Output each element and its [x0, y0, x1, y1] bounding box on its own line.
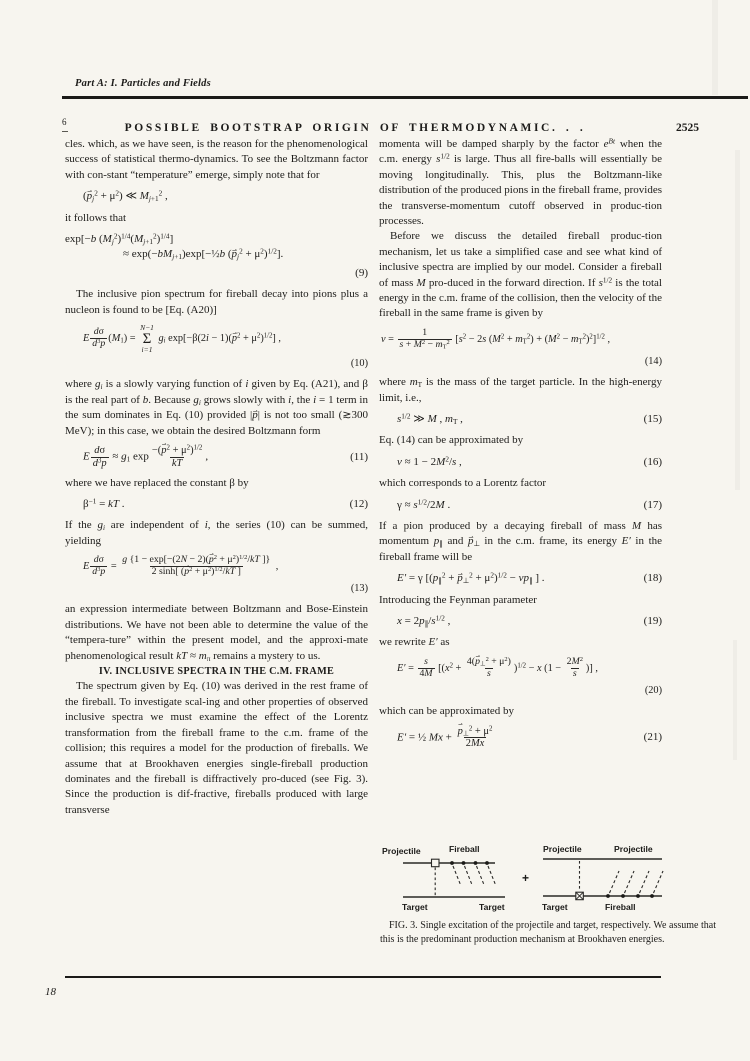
- equation-number: (9): [355, 266, 368, 279]
- scan-streak: [733, 640, 737, 760]
- paragraph: which corresponds to a Lorentz factor: [379, 477, 547, 490]
- fig-plus-sign: +: [522, 871, 530, 885]
- fig-label-target: Target: [402, 902, 428, 912]
- footer-rule: [65, 976, 661, 978]
- paragraph: it follows that: [65, 211, 127, 224]
- equation-20: E′ = $\frac{s}{4M}$ [($x^2$ + $\frac{4(p ⇀_\perp^2 + \mu^2)}{s}$ )$^{1/2}$ − x (1 − $\frac{2M^2}{s}$ )] , (20): [379, 657, 662, 698]
- paragraph: where we have replaced the constant β by: [65, 476, 249, 489]
- equation-13: E $\frac{d\sigma}{d^3p}$ = $\frac{g \{1 - \exp[-(2N - 2)(p ⇀^2 + \mu^2)^{1/2}/kT ]\}}{2 \sinh[ (p ⇀^2 + \mu^2)^{1/2}/kT ]}$ , (13): [65, 555, 368, 596]
- header-rule: [62, 96, 748, 99]
- fig-label-projectile: Projectile: [382, 846, 421, 856]
- fig-left-diagram: [403, 859, 505, 897]
- equation-number: (19): [643, 615, 662, 628]
- figure-3-diagram: [376, 841, 716, 915]
- paragraph: where $g_i$ is a slowly varying function of i given by Eq. (A21), and β is the real part of b. Because $g_i$ grows slowly with i, the i = 1 term in the sum dominates in Eq. (10) provided |p ⇀| is not too small (≳300 MeV); in this case, we obtain the desired Boltzmann form: [65, 377, 368, 439]
- running-title: POSSIBLE BOOTSTRAP ORIGIN OF THERMODYNAMIC. . .: [124, 122, 586, 134]
- paragraph: an expression intermediate between Boltzmann and Bose-Einstein distributions. We have not been able to determine the value of the “tempera-ture” within the present model, and the approxi-mate phenomenological result kT ≈ $m_\pi$ remains a mystery to us.: [65, 603, 368, 663]
- scan-streak: [712, 0, 718, 95]
- equation-11: E $\frac{d\sigma}{d^3p}$ ≈ $g_1$ exp $\frac{-(p ⇀^2 + \mu^2)^{1/2}}{kT}$ , (11): [65, 445, 368, 469]
- equation-number: (18): [643, 572, 662, 585]
- paragraph: where $m_T$ is the mass of the target particle. In the high-energy limit, i.e.,: [379, 376, 663, 404]
- scan-streak: [735, 150, 740, 490]
- right-column: [379, 137, 662, 756]
- paragraph: Eq. (14) can be approximated by: [379, 434, 524, 447]
- page-number: 2525: [676, 122, 699, 134]
- paragraph: we rewrite E′ as: [379, 636, 450, 649]
- journal-section-label: Part A: I. Particles and Fields: [75, 78, 211, 89]
- fig-label-fireball: Fireball: [605, 902, 636, 912]
- equation-number: (21): [643, 731, 662, 744]
- fig-right-diagram: [543, 859, 663, 900]
- paragraph: The inclusive pion spectrum for fireball decay into pions plus a nucleon is found to be [Eq. (A20)]: [65, 288, 368, 316]
- equation-number: (17): [643, 498, 662, 511]
- paragraph: which can be approximated by: [379, 705, 515, 718]
- equation-21: E′ = ½ Mx + $\frac{p ⇀_\perp^2 + \mu^2}{2Mx}$ (21): [379, 726, 662, 750]
- fig-label-target: Target: [479, 902, 505, 912]
- fig-label-projectile: Projectile: [614, 844, 653, 854]
- margin-mark-tick: [62, 131, 68, 132]
- equation-number: (12): [349, 497, 368, 510]
- equation-18: E′ = γ [($p_\parallel^2 + p$ $⇀_\perp^2 + \mu^2)^{1/2} - vp_\parallel$ ] . (18): [379, 571, 662, 586]
- figure-caption: FIG. 3. Single excitation of the projectile and target, respectively. We assume that this is the predominant production mechanism at Brookhaven energies.: [380, 920, 716, 945]
- equation-number: (15): [643, 413, 662, 425]
- equation-15: $s^{1/2}$ ≫ M , $m_T$ , (15): [397, 412, 662, 426]
- equation-number: (20): [644, 684, 662, 696]
- fig-label-target: Target: [542, 902, 568, 912]
- paragraph: If the $g_i$ are independent of i, the series (10) can be summed, yielding: [65, 519, 369, 547]
- equation-19: $x = 2p_\parallel/s^{1/2}$ , (19): [397, 614, 662, 628]
- equation-unnumbered: (p $⇀_j^2 + \mu^2$) ≪ $M_{j+1}^2$ ,: [65, 189, 368, 204]
- paragraph: Introducing the Feynman parameter: [379, 593, 537, 606]
- section-heading: IV. INCLUSIVE SPECTRA IN THE C.M. FRAME: [98, 666, 335, 678]
- equation-number: (10): [350, 358, 368, 370]
- footer-page-number: 18: [45, 986, 56, 998]
- equation-12: $\beta^{-1}$ = kT . (12): [65, 497, 368, 512]
- paragraph: The spectrum given by Eq. (10) was derived in the rest frame of the fireball. To investigate scal-ing and other properties of observed inclusive spectra we must examine the effect of the Lorentz transformation from the fireball frame to the c.m. frame of the collision; this requires a model for the production of fireballs. We assume that at Brookhaven energies single-fireball production dominates and the fireball is diffractively pro-duced (see Fig. 3). Since the production is dif-fractive, fireballs produced with large transverse: [65, 680, 368, 816]
- fig-label-fireball: Fireball: [449, 844, 480, 854]
- equation-number: (14): [644, 355, 662, 367]
- equation-16: $v \approx 1 - 2M^2/s$ , (16): [379, 455, 662, 470]
- equation-14: v = $\frac{1}{s + M^2 - m_T^2}$ [$s^2 - 2s$ $(M^2 + m_T^2) + (M^2 - m_T^2)^2]^{1/2}$ , (14): [379, 328, 662, 369]
- paragraph: If a pion produced by a decaying fireball of mass M has momentum $p_\parallel$ and p $⇀_\perp$ in the c.m. frame, its energy E′ in the fireball frame will be: [379, 519, 662, 565]
- equation-9: exp[−b $(M_j^2)^{1/4}(M_{j+1}^2)^{1/4}$] ≈ $\exp(-bM_{j+1})\exp[-\frac{1}{2}b$ (p $⇀_j^2 + \mu^2)^{1/2}$]. (9): [65, 232, 368, 281]
- left-column: [65, 137, 368, 818]
- equation-17: $\gamma \approx s^{1/2}/2M$ . (17): [379, 498, 662, 513]
- fig-label-projectile: Projectile: [543, 844, 582, 854]
- paragraph: momenta will be damped sharply by the factor $e^{Bt}$ when the c.m. energy $s^{1/2}$ is large. Thus all fire-balls will essentially be moving longitudinally. This, plus the Boltzmann-like distribution of the produced pions in the fireball frame, provides the transverse-momentum cutoff observed in produc-tion processes.: [379, 137, 662, 228]
- equation-10: E $\frac{d\sigma}{d^3p}$ $(M_1)$ = N−1 Σ i=1 $g_i$ exp[−β(2i − 1)(p ⇀$^2$ + $\mu^2)^{1/2}$] , (10): [65, 324, 368, 371]
- equation-number: (13): [350, 583, 368, 595]
- equation-number: (11): [350, 450, 368, 463]
- paragraph: cles. which, as we have seen, is the reason for the phenomenological success of statistical thermo-dynamics. To see the Boltzmann factor with con-stant “temperature” emerge, simply note that for: [65, 138, 368, 181]
- margin-mark: 6: [62, 117, 67, 127]
- paragraph: Before we discuss the detailed fireball produc-tion mechanism, let us take a simplified case and see what kind of inclusive spectra are implied by our model. Consider a fireball of mass M pro-duced in the forward direction. If $s^{1/2}$ is the total energy in the c.m. frame of the collision, then the velocity of the fireball in the same frame is given by: [379, 230, 662, 320]
- equation-number: (16): [643, 455, 662, 468]
